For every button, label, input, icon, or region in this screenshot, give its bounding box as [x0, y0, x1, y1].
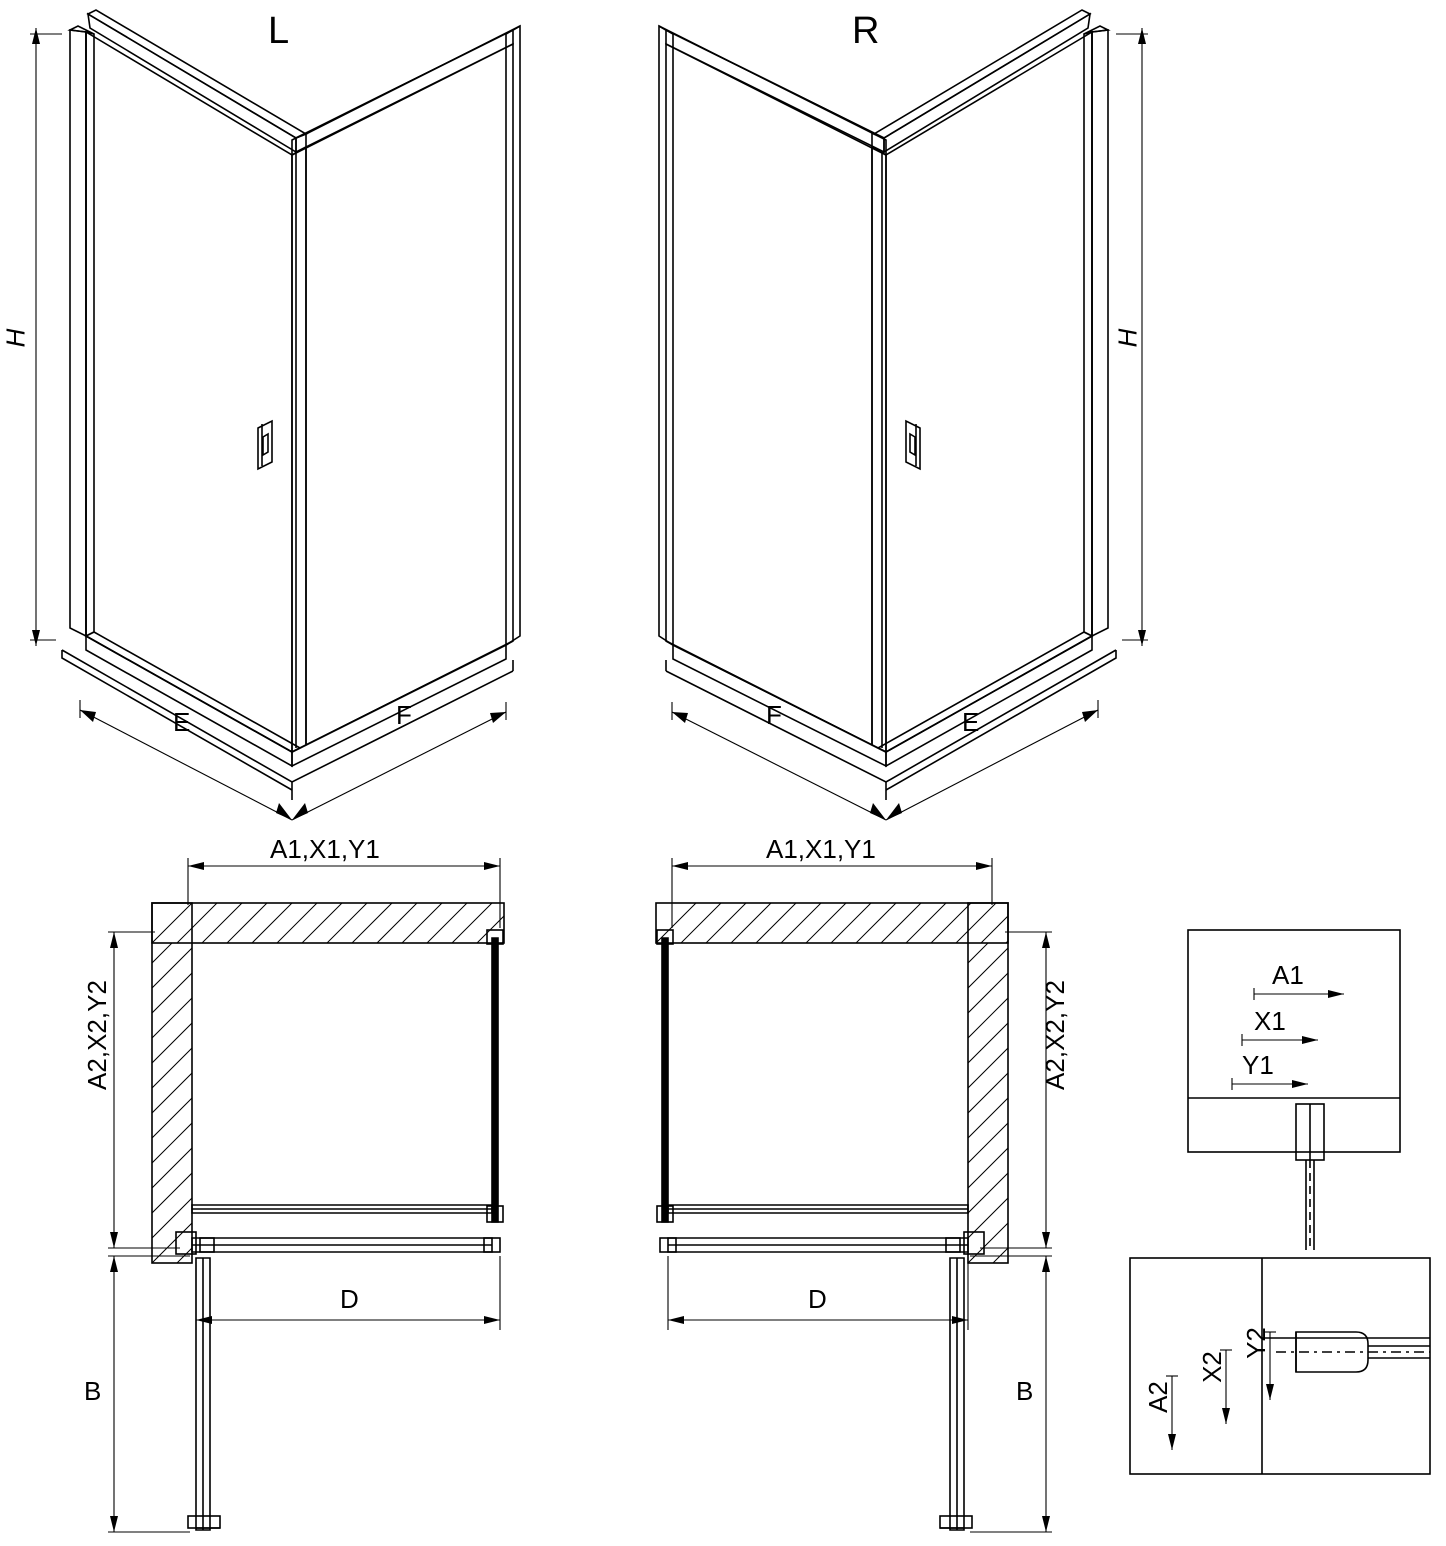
label-plan-right-door: B	[1016, 1376, 1034, 1406]
door-handle-right	[906, 421, 920, 469]
label-width-f-left: F	[396, 700, 412, 730]
label-height-left: H	[0, 328, 31, 348]
label-plan-left-inner: D	[340, 1284, 359, 1314]
label-detail-y1: Y1	[1242, 1050, 1274, 1080]
plan-right-wall-hatch	[644, 903, 1046, 1300]
plan-left-dimensions	[108, 858, 500, 1532]
door-handle-left	[258, 421, 272, 469]
label-detail-x2: X2	[1196, 1351, 1227, 1383]
label-detail-x1: X1	[1254, 1006, 1286, 1036]
label-width-e-right: E	[962, 707, 980, 737]
label-plan-right-top: A1,X1,Y1	[766, 834, 876, 864]
dim-width-right	[672, 700, 1098, 820]
label-height-right: H	[1112, 328, 1143, 348]
dim-width-left	[80, 700, 506, 820]
label-width-f-right: F	[766, 700, 782, 730]
plan-right-geometry	[656, 903, 1008, 1530]
plan-right-dimensions	[668, 858, 1052, 1532]
title-right-variant: R	[852, 10, 880, 52]
dim-height-left	[30, 28, 62, 646]
label-plan-left-top: A1,X1,Y1	[270, 834, 380, 864]
label-plan-right-side: A2,X2,Y2	[1040, 980, 1070, 1090]
iso-right-geometry	[659, 10, 1116, 800]
title-left-variant: L	[268, 10, 290, 52]
label-detail-a1: A1	[1272, 960, 1304, 990]
label-plan-left-side: A2,X2,Y2	[82, 980, 112, 1090]
iso-left-geometry	[62, 10, 520, 800]
plan-left-geometry	[152, 903, 504, 1530]
label-detail-a2: A2	[1142, 1381, 1173, 1413]
label-detail-y2: Y2	[1240, 1327, 1271, 1359]
detail-box-bottom	[1130, 1258, 1430, 1474]
label-width-e-left: E	[173, 707, 191, 737]
label-plan-right-inner: D	[808, 1284, 827, 1314]
label-plan-left-door: B	[84, 1376, 102, 1406]
